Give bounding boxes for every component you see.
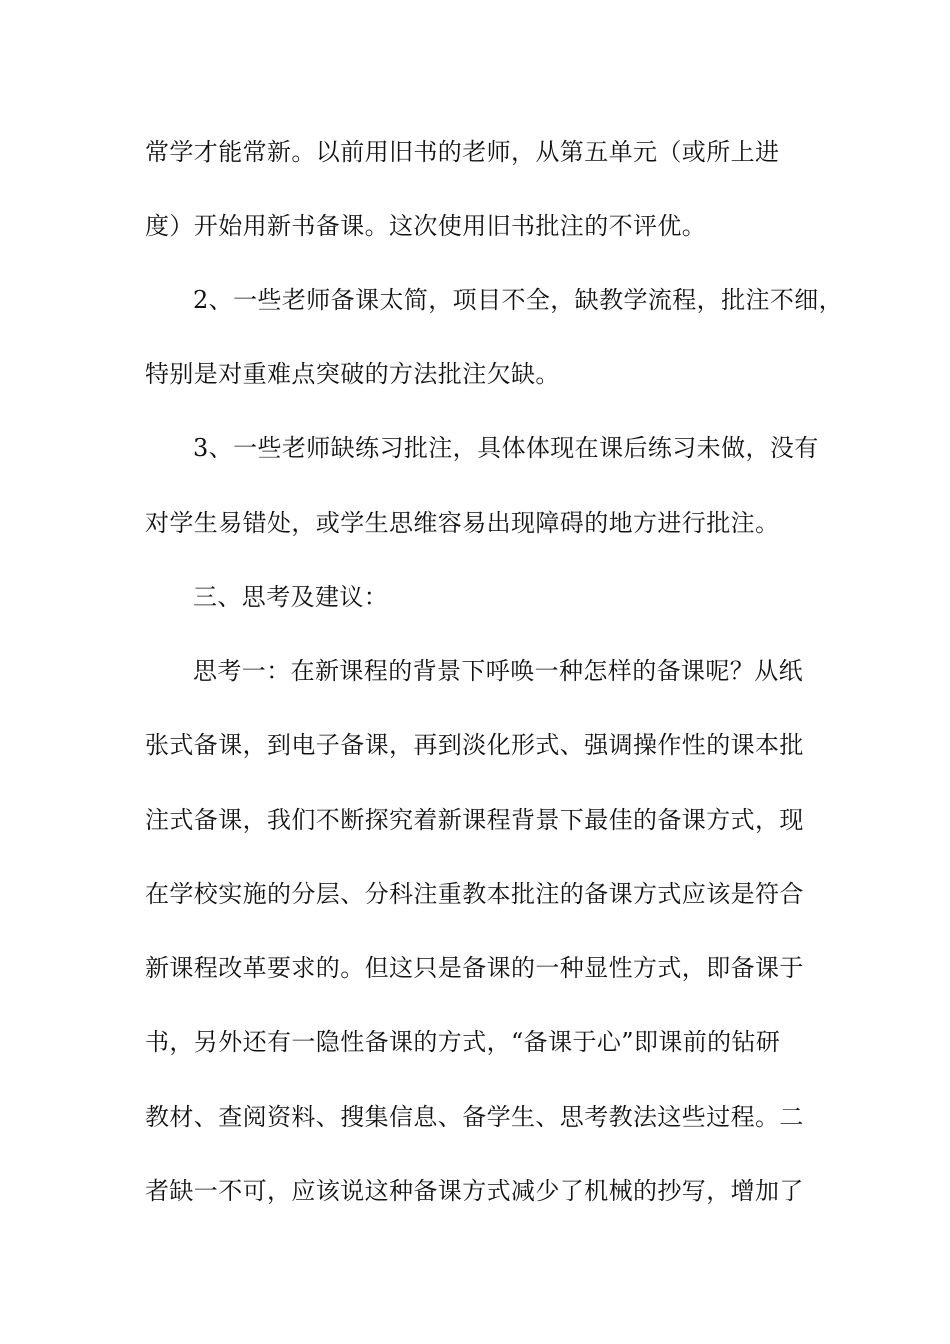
text-line-5: 3、一些老师缺练习批注，具体体现在课后练习未做，没有 bbox=[193, 434, 819, 462]
text-line-11: 在学校实施的分层、分科注重教本批注的备课方式应该是符合 bbox=[145, 880, 804, 908]
text-line-1: 常学才能常新。以前用旧书的老师，从第五单元（或所上进 bbox=[145, 138, 780, 166]
text-line-6: 对学生易错处，或学生思维容易出现障碍的地方进行批注。 bbox=[145, 509, 780, 537]
text-line-9: 张式备课，到电子备课，再到淡化形式、强调操作性的课本批 bbox=[145, 731, 804, 759]
text-line-12: 新课程改革要求的。但这只是备课的一种显性方式，即备课于 bbox=[145, 954, 804, 982]
text-line-15: 者缺一不可，应该说这种备课方式减少了机械的抄写，增加了 bbox=[145, 1177, 804, 1205]
text-line-8: 思考一：在新课程的背景下呼唤一种怎样的备课呢？从纸 bbox=[193, 657, 803, 685]
text-line-10: 注式备课，我们不断探究着新课程背景下最佳的备课方式，现 bbox=[145, 806, 804, 834]
text-line-4: 特别是对重难点突破的方法批注欠缺。 bbox=[145, 360, 560, 388]
text-line-14: 教材、查阅资料、搜集信息、备学生、思考教法这些过程。二 bbox=[145, 1103, 804, 1131]
text-line-13: 书，另外还有一隐性备课的方式，“备课于心”即课前的钻研 bbox=[145, 1028, 781, 1056]
text-line-3: 2、一些老师备课太简，项目不全，缺教学流程，批注不细， bbox=[193, 286, 844, 314]
section-heading: 三、思考及建议： bbox=[193, 583, 389, 611]
text-line-2: 度）开始用新书备课。这次使用旧书批注的不评优。 bbox=[145, 212, 707, 240]
